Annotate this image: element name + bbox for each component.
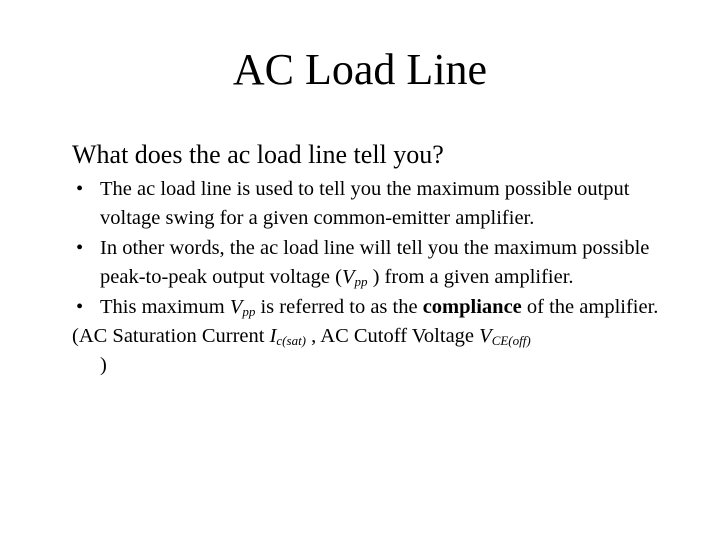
vpp-subscript: pp (242, 303, 256, 319)
vce-symbol: V (479, 325, 492, 348)
bullet-icon: • (76, 236, 84, 259)
slide-body (72, 175, 672, 381)
bullet-text-part: In other words, the ac load line will tell you the maximum possible peak-to-peak output voltage ( (100, 236, 650, 289)
bullet-text-part: is referred to as the (255, 295, 423, 318)
bullet-text-part: ) from a given amplifier. (367, 266, 574, 289)
note-close-paren: ) (100, 354, 107, 377)
ic-subscript: c(sat) (276, 333, 307, 349)
bullet-text-part: of the amplifier. (521, 295, 659, 318)
question-heading: What does the ac load line tell you? (72, 140, 444, 169)
vpp-subscript: pp (354, 274, 368, 290)
vce-subscript: CE(off) (491, 333, 531, 349)
bullet-item-2 (72, 234, 672, 293)
note-text-part: (AC Saturation Current (72, 325, 270, 348)
bullet-icon: • (76, 178, 84, 200)
saturation-cutoff-note (72, 322, 672, 381)
bullet-text-part: This maximum (100, 295, 230, 318)
bullet-icon: • (76, 295, 84, 318)
slide-title: AC Load Line (232, 45, 488, 94)
bullet-item-1 (72, 175, 672, 234)
vpp-symbol: V (341, 266, 355, 289)
bullet-item-3 (72, 293, 672, 322)
compliance-term: compliance (422, 295, 522, 318)
note-text-part: , AC Cutoff Voltage (306, 325, 480, 348)
vpp-symbol: V (229, 295, 243, 318)
ic-symbol: I (269, 325, 277, 348)
bullet-text: The ac load line is used to tell you the maximum possible output voltage swing for a given common-emitter amplifier. (100, 178, 630, 230)
